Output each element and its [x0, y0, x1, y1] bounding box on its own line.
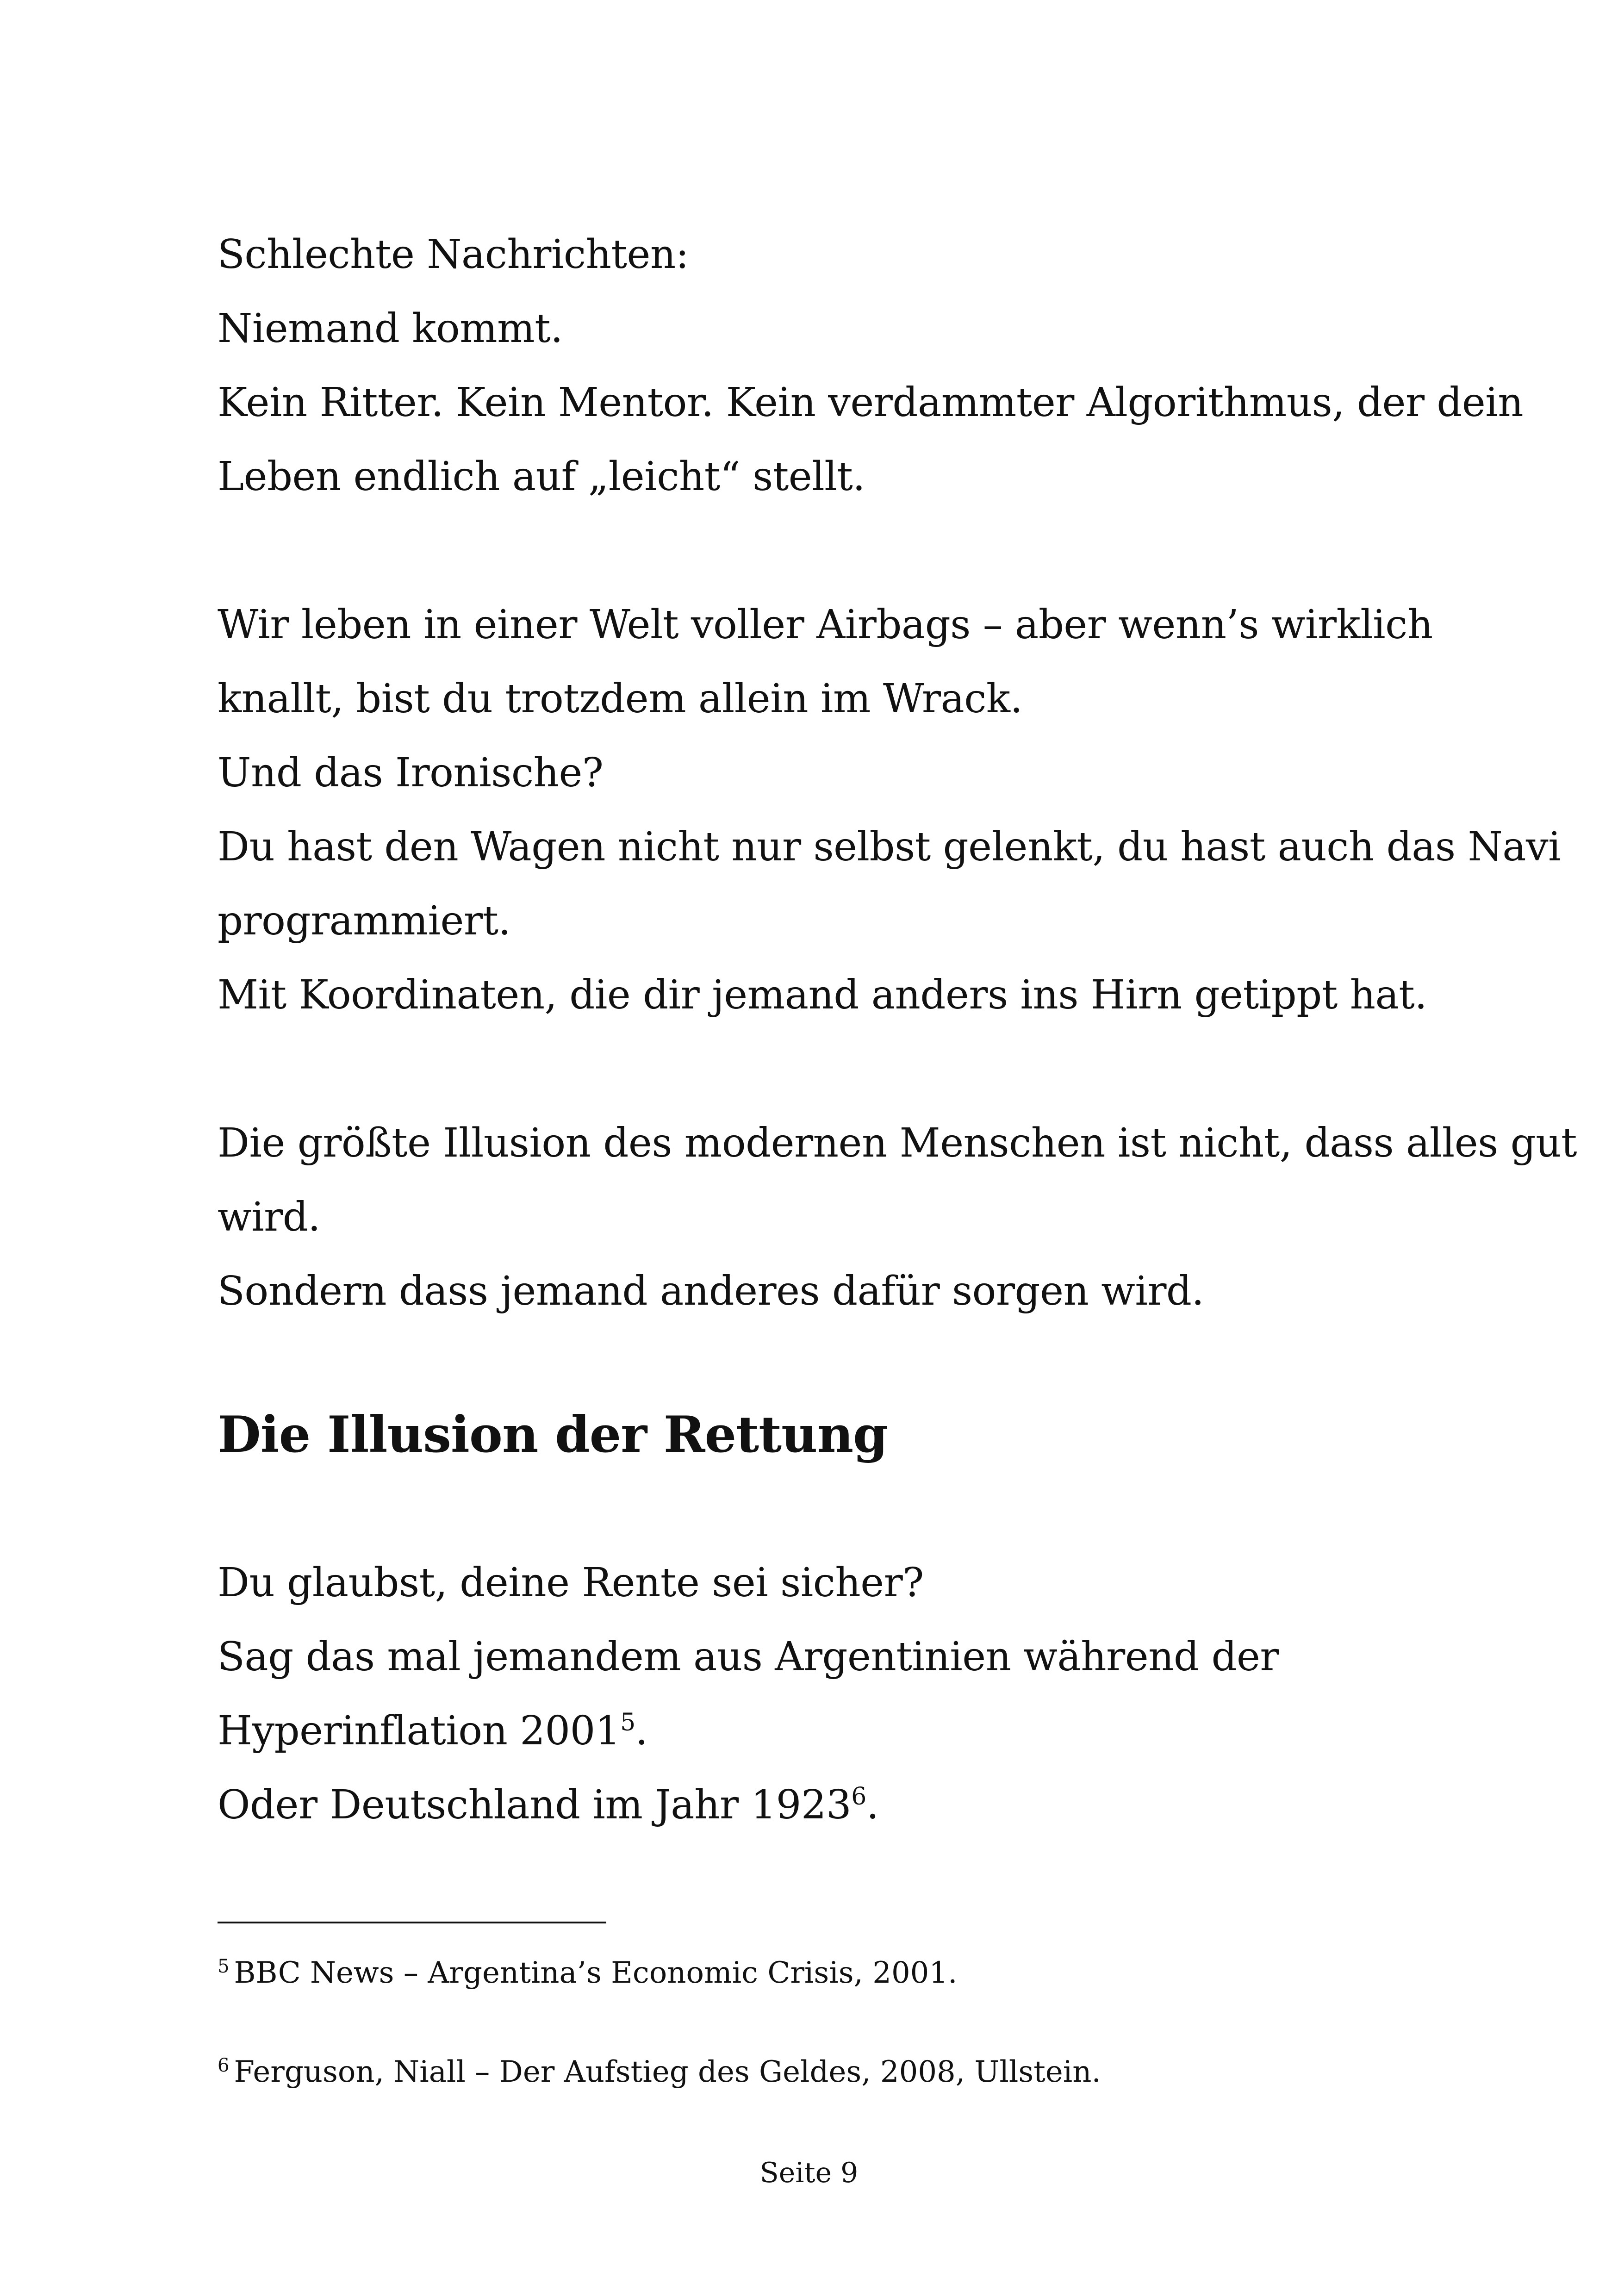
- text-line-with-footnote: [218, 1694, 1430, 1768]
- footnote-number: 5: [218, 1956, 230, 1977]
- text-line: Wir leben in einer Welt voller Airbags – aber wenn’s wirklich: [218, 602, 1433, 648]
- text-span: Oder Deutschland im Jahr 1923: [218, 1782, 852, 1828]
- footnote-text: Ferguson, Niall – Der Aufstieg des Geldes, 2008, Ullstein.: [234, 2055, 1101, 2089]
- text-line: Du hast den Wagen nicht nur selbst gelenkt, du hast auch das Navi: [218, 824, 1561, 870]
- footnote-6: [218, 2051, 1421, 2093]
- page-number: Seite 9: [759, 2157, 859, 2189]
- section-heading: Die Illusion der Rettung: [218, 1406, 888, 1464]
- footnote-reference-6[interactable]: 6: [851, 1783, 866, 1811]
- text-line: Mit Koordinaten, die dir jemand anders ins Hirn getippt hat.: [218, 972, 1427, 1018]
- paragraph-airbags: [218, 588, 1561, 1032]
- text-line: Leben endlich auf „leicht“ stellt.: [218, 454, 865, 500]
- text-span: .: [866, 1782, 879, 1828]
- text-line: Und das Ironische?: [218, 750, 604, 796]
- text-span: .: [635, 1708, 648, 1754]
- main-content: [218, 218, 1577, 1916]
- text-span: Hyperinflation 2001: [218, 1708, 621, 1754]
- text-line: Kein Ritter. Kein Mentor. Kein verdammter Algorithmus, der dein: [218, 380, 1524, 426]
- text-line: Du glaubst, deine Rente sei sicher?: [218, 1560, 924, 1606]
- text-line-with-footnote: [218, 1768, 1430, 1842]
- text-line: wird.: [218, 1194, 321, 1240]
- text-line: programmiert.: [218, 898, 511, 944]
- paragraph-bad-news: [218, 218, 1524, 514]
- footnote-separator: [218, 1922, 606, 1923]
- footnote-5: [218, 1952, 1421, 1994]
- text-line: Niemand kommt.: [218, 305, 563, 352]
- text-line: Schlechte Nachrichten:: [218, 231, 689, 278]
- text-line: Die größte Illusion des modernen Menschen ist nicht, dass alles gut: [218, 1120, 1577, 1166]
- paragraph-pension: [218, 1546, 1430, 1842]
- footnote-text: BBC News – Argentina’s Economic Crisis, 2001.: [234, 1956, 958, 1990]
- text-line: knallt, bist du trotzdem allein im Wrack.: [218, 676, 1023, 722]
- footnote-reference-5[interactable]: 5: [620, 1709, 635, 1736]
- text-line: Sondern dass jemand anderes dafür sorgen wird.: [218, 1268, 1204, 1314]
- footnote-number: 6: [218, 2055, 230, 2076]
- paragraph-illusion: [218, 1106, 1577, 1328]
- text-line: Sag das mal jemandem aus Argentinien während der: [218, 1634, 1279, 1680]
